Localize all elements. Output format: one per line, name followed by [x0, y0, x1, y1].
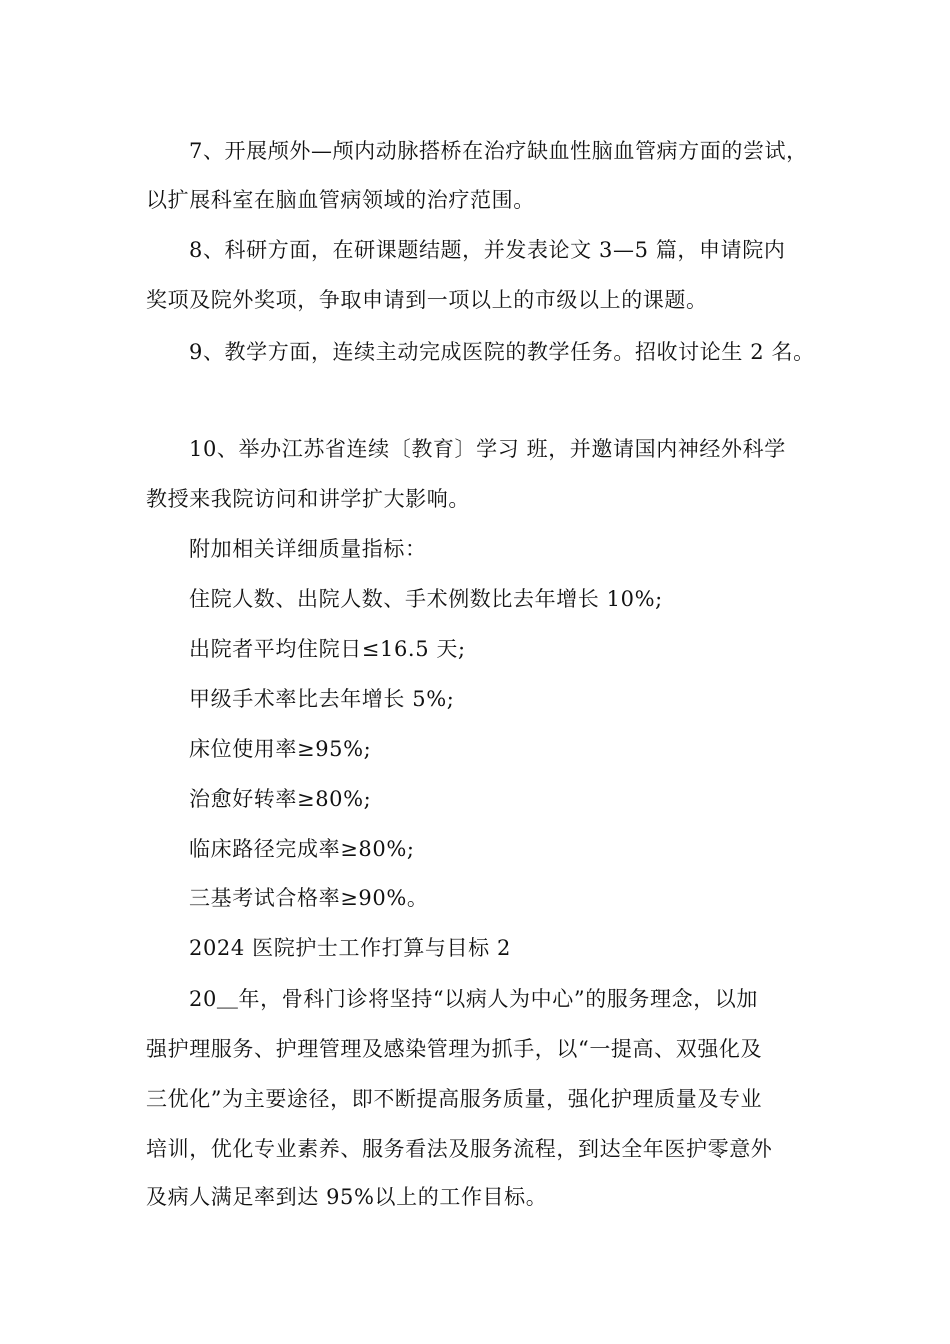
- paragraph-7-line-1: 7、开展颅外—颅内动脉搭桥在治疗缺血性脑血管病方面的尝试，: [189, 139, 808, 163]
- paragraph-line: 强护理服务、护理管理及感染管理为抓手，以“一提高、双强化及: [146, 1037, 763, 1061]
- paragraph-line: 三优化”为主要途径，即不断提高服务质量，强化护理质量及专业: [146, 1087, 763, 1111]
- section-title: 2024 医院护士工作打算与目标 2: [189, 936, 511, 960]
- paragraph-line: 及病人满足率到达 95%以上的工作目标。: [146, 1185, 548, 1209]
- indicator-item: 临床路径完成率≥80%;: [189, 837, 415, 861]
- indicator-item: 治愈好转率≥80%;: [189, 787, 372, 811]
- indicator-item: 住院人数、出院人数、手术例数比去年增长 10%;: [189, 587, 663, 611]
- paragraph-10-line-2: 教授来我院访问和讲学扩大影响。: [146, 487, 470, 511]
- paragraph-8-line-2: 奖项及院外奖项，争取申请到一项以上的市级以上的课题。: [146, 288, 708, 312]
- paragraph-line: 20＿年，骨科门诊将坚持“以病人为中心”的服务理念，以加: [189, 987, 758, 1011]
- paragraph-8-line-1: 8、科研方面，在研课题结题，并发表论文 3—5 篇，申请院内: [189, 238, 786, 262]
- paragraph-line: 培训，优化专业素养、服务看法及服务流程，到达全年医护零意外: [146, 1137, 773, 1161]
- indicator-item: 床位使用率≥95%;: [189, 737, 372, 761]
- indicator-item: 三基考试合格率≥90%。: [189, 886, 429, 910]
- paragraph-7-line-2: 以扩展科室在脑血管病领域的治疗范围。: [146, 188, 535, 212]
- indicators-heading: 附加相关详细质量指标：: [189, 537, 427, 561]
- indicator-item: 出院者平均住院日≤16.5 天;: [189, 637, 466, 661]
- paragraph-9-line-1: 9、教学方面，连续主动完成医院的教学任务。招收讨论生 2 名。: [189, 340, 815, 364]
- paragraph-10-line-1: 10、举办江苏省连续〔教育〕学习 班，并邀请国内神经外科学: [189, 437, 786, 461]
- indicator-item: 甲级手术率比去年增长 5%;: [189, 687, 455, 711]
